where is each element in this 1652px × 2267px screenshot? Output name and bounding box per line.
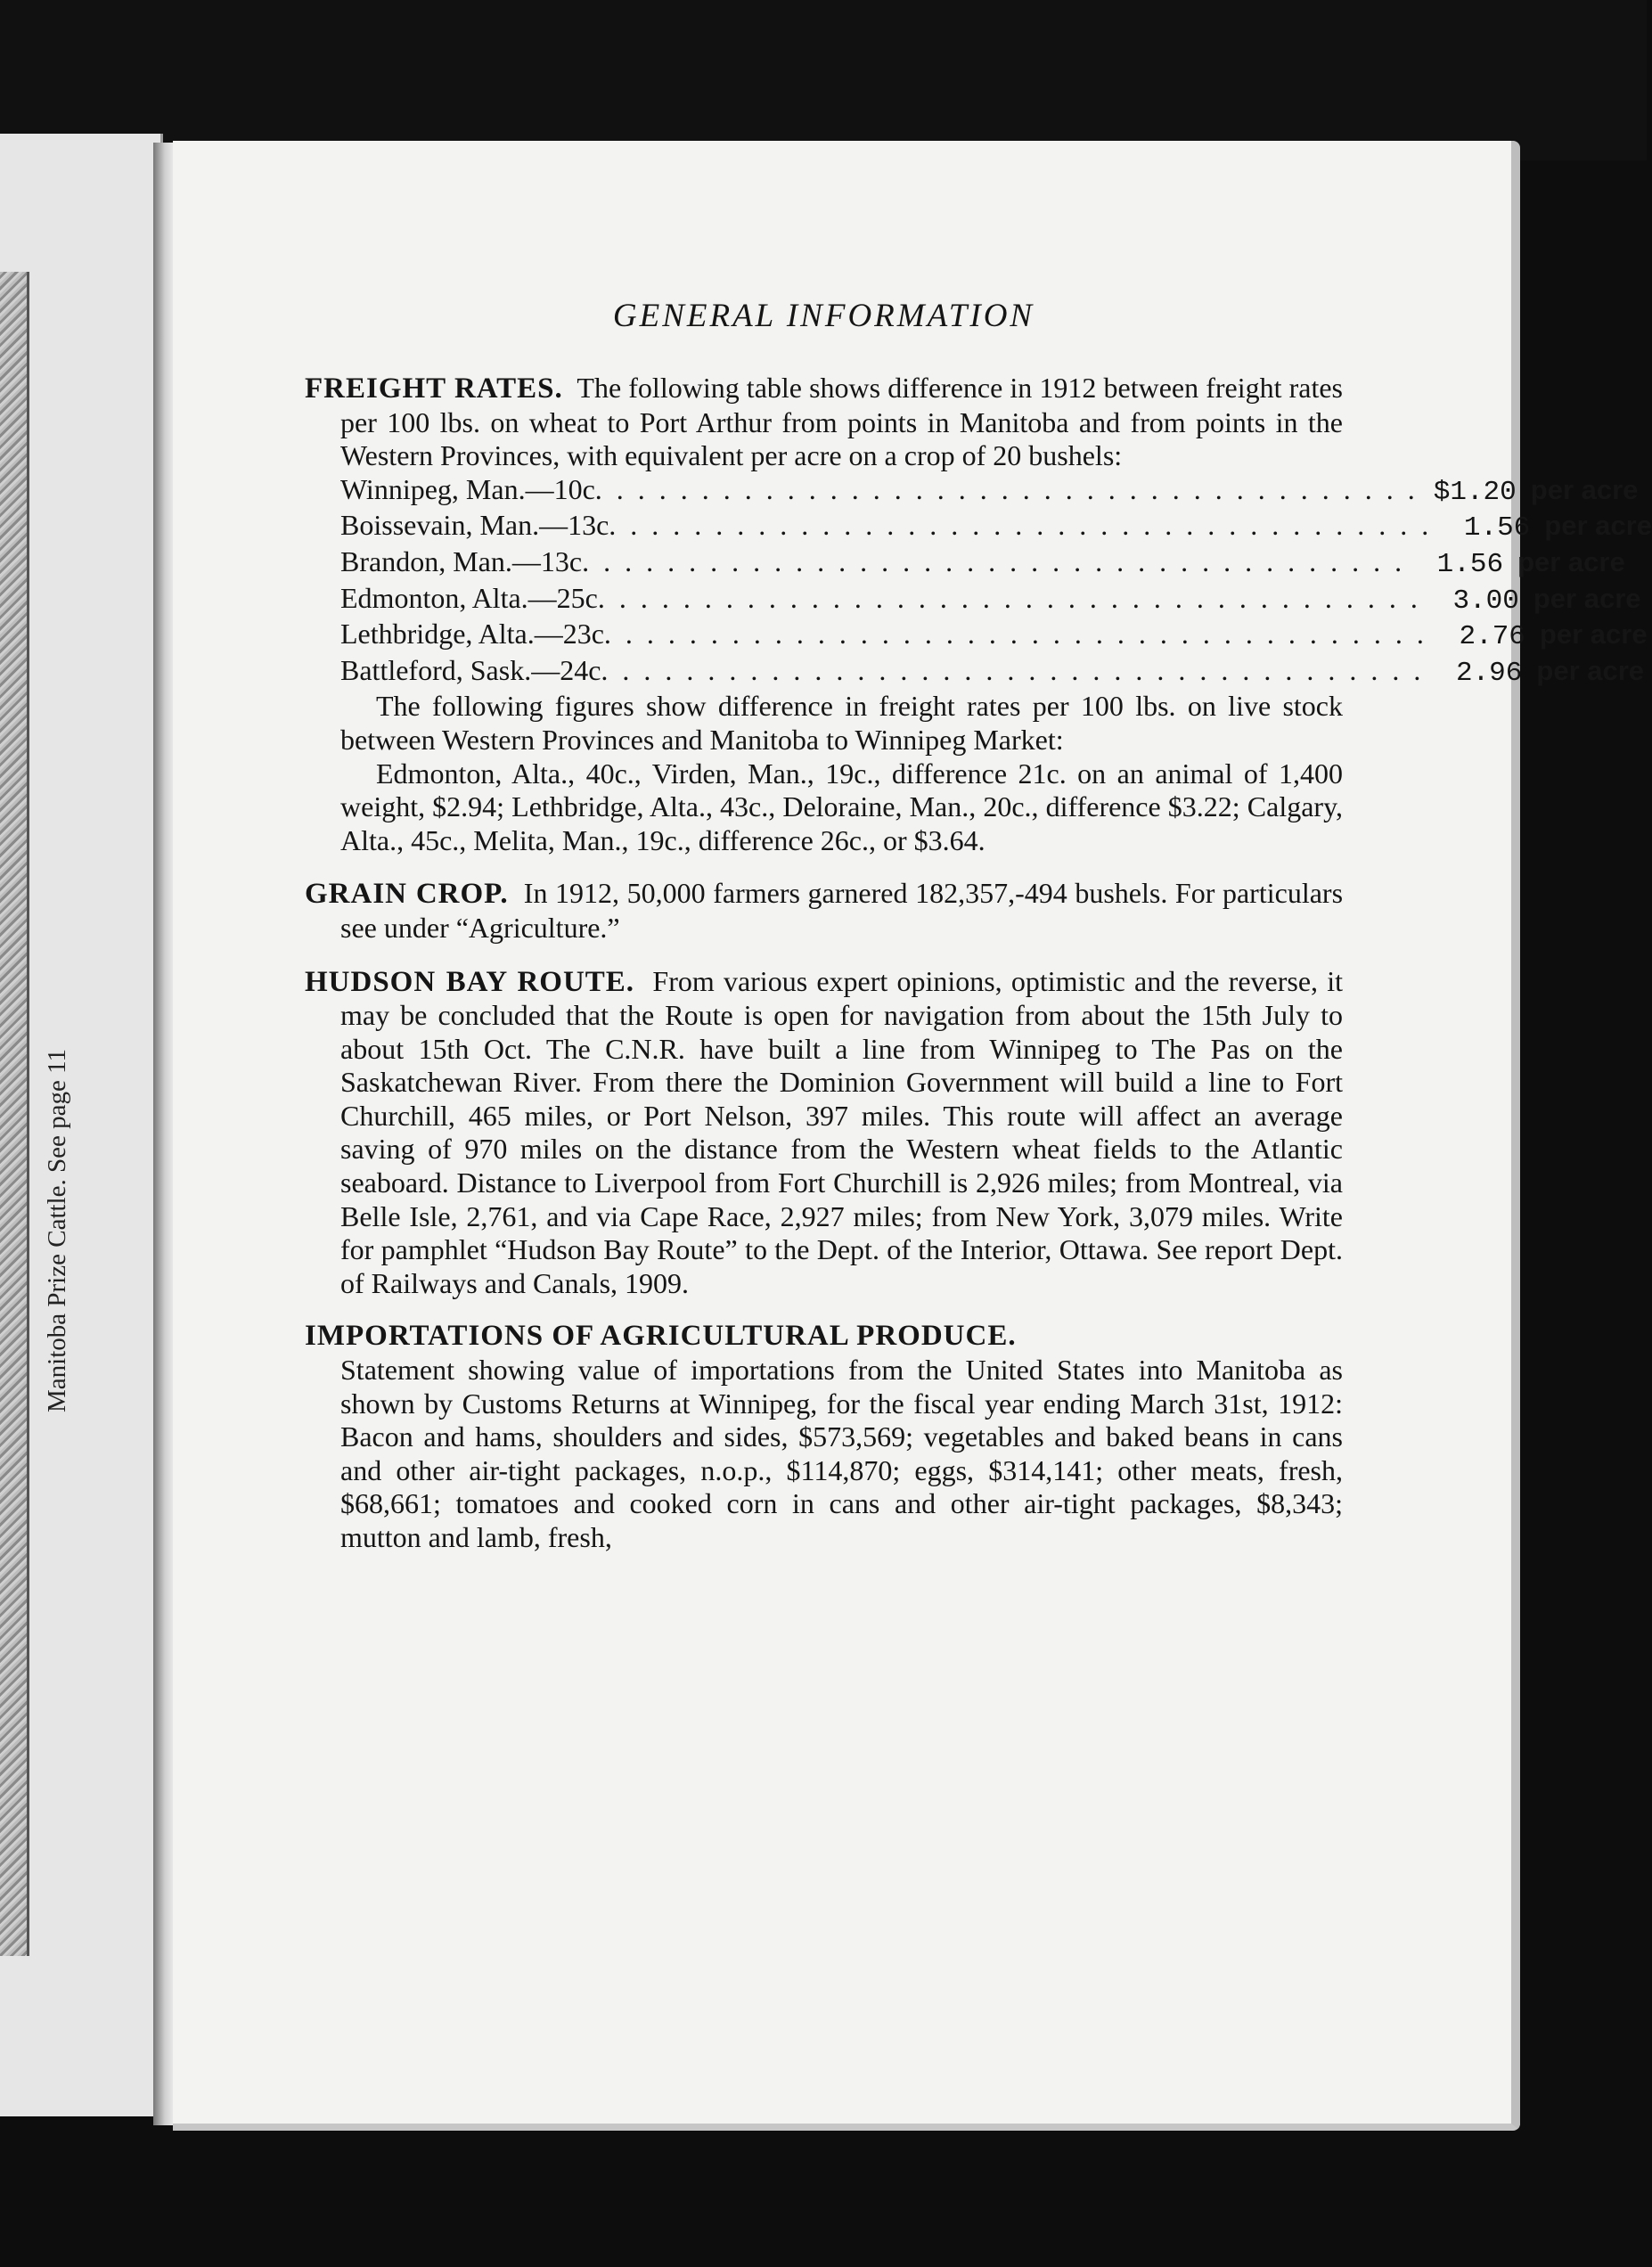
dot-leader: . . . . . . . . . . . . . . . . . . . . . . . . . . . . . . . . . . . . . . . <box>582 544 1406 577</box>
left-page-photo-edge <box>0 272 29 1956</box>
page-content <box>305 297 1652 1555</box>
rate-value: 1.56 <box>1463 512 1531 544</box>
hudson-bay-text: From various expert opinions, optimistic and the reverse, it may be concluded that the Route is open for navigation from about the 15th July to about 15th Oct. The C.N.R. have built a line from Winnipeg to The Pas on the Saskatchewan River. From there the Dominion Government will build a line to Fort Churchill, 465 miles, or Port Nelson, 397 miles. This route will affect an average saving of 970 miles on the distance from the Western wheat fields to the Atlantic seaboard. Distance to Liverpool from Fort Churchill is 2,926 miles; from Montreal, via Belle Isle, 2,761, and via Cape Race, 2,927 miles; from New York, 3,079 miles. Write for pamphlet “Hudson Bay Route” to the Dept. of the Interior, Ottawa. See report Dept. of Railways and Canals, 1909. <box>340 964 1344 1299</box>
rate-unit: per acre <box>1533 582 1641 614</box>
freight-rates-intro-text: The following table shows difference in 1912 between freight rates per 100 lbs. on wheat to Port Arthur from points in Manitoba and from points in the Western Provinces, with equivalent per acre on a crop of 20 bushels: <box>340 372 1344 472</box>
grain-crop-section <box>305 877 1343 945</box>
rate-row <box>340 472 1639 510</box>
freight-rates-table <box>305 472 1652 858</box>
rate-place: Boissevain, Man.—13c <box>340 509 609 542</box>
importations-text: Statement showing value of importations from the United States into Manitoba as shown by Customs Returns at Winnipeg, for the fiscal year ending March 31st, 1912: Bacon and hams, shoulders and sides, $573,569; vegetables and baked beans in cans and other air-tight packages, n.o.p., $114,870; eggs, $314,141; other meats, fresh, $68,661; tomatoes and cooked corn in cans and other air-tight packages, $8,343; mutton and lamb, fresh, <box>340 1354 1343 1553</box>
rate-unit: per acre <box>1536 654 1645 686</box>
rate-unit: per acre <box>1539 618 1648 651</box>
page-title: GENERAL INFORMATION <box>612 298 1035 334</box>
freight-rates-section <box>305 372 1652 857</box>
rate-value: $1.20 <box>1433 476 1517 508</box>
livestock-detail: Edmonton, Alta., 40c., Virden, Man., 19c., difference 21c. on an animal of 1,400 weight, $2.94; Lethbridge, Alta., 43c., Deloraine, Man., 20c., difference $3.22; Calgary, Alta., 45c., Melita, Man., 19c., difference 26c., or $3.64. <box>340 757 1343 856</box>
dot-leader: . . . . . . . . . . . . . . . . . . . . . . . . . . . . . . . . . . . . . . . <box>603 618 1427 651</box>
hudson-bay-paragraph <box>305 965 1343 1301</box>
rate-row <box>340 581 1641 618</box>
dot-leader: . . . . . . . . . . . . . . . . . . . . . . . . . . . . . . . . . . . . . . . <box>609 509 1433 542</box>
hudson-bay-section <box>305 965 1343 1301</box>
rate-place: Edmonton, Alta.—25c <box>340 581 598 614</box>
background <box>0 0 1647 160</box>
rate-place: Battleford, Sask.—24c <box>340 653 601 686</box>
rate-row <box>340 618 1648 654</box>
rate-value: 1.56 <box>1436 548 1504 580</box>
rate-place: Brandon, Man.—13c <box>340 544 583 577</box>
freight-rates-intro <box>305 372 1343 473</box>
rate-value: 2.76 <box>1459 621 1525 653</box>
rate-value: 2.96 <box>1455 657 1523 689</box>
dot-leader: . . . . . . . . . . . . . . . . . . . . . . . . . . . . . . . . . . . . . . . <box>601 653 1425 686</box>
grain-crop-heading: GRAIN CROP. <box>305 878 509 911</box>
grain-crop-text: In 1912, 50,000 farmers garnered 182,357,-494 bushels. For particulars see under “Agriculture.” <box>340 877 1344 944</box>
spacer <box>305 1300 1343 1320</box>
importations-section <box>305 1320 1343 1554</box>
dot-leader: . . . . . . . . . . . . . . . . . . . . . . . . . . . . . . . . . . . . . . . <box>597 581 1421 614</box>
rate-value: 3.00 <box>1452 585 1519 617</box>
rate-unit: per acre <box>1530 473 1639 505</box>
hudson-bay-heading: HUDSON BAY ROUTE. <box>305 965 635 998</box>
left-page-caption: Manitoba Prize Cattle. See page 11 <box>43 1048 71 1412</box>
rate-row <box>340 544 1625 582</box>
livestock-intro: The following figures show difference in freight rates per 100 lbs. on live stock between Western Provinces and Manitoba to Winnipeg Market: <box>340 690 1343 756</box>
spacer <box>305 945 1343 965</box>
rate-row <box>340 509 1652 545</box>
dot-leader: . . . . . . . . . . . . . . . . . . . . . . . . . . . . . . . . . . . . . . . <box>594 472 1419 505</box>
rate-unit: per acre <box>1544 510 1652 542</box>
grain-crop-paragraph <box>305 877 1343 945</box>
importations-heading: IMPORTATIONS OF AGRICULTURAL PRODUCE. <box>305 1320 1017 1353</box>
freight-rates-heading: FREIGHT RATES. <box>305 372 563 405</box>
spacer <box>305 857 1343 877</box>
rates-list <box>340 472 1652 691</box>
rate-place: Winnipeg, Man.—10c <box>340 472 595 505</box>
rate-place: Lethbridge, Alta.—23c <box>340 618 604 651</box>
rate-row <box>340 653 1645 691</box>
rate-unit: per acre <box>1517 545 1625 577</box>
right-page <box>173 141 1652 2131</box>
